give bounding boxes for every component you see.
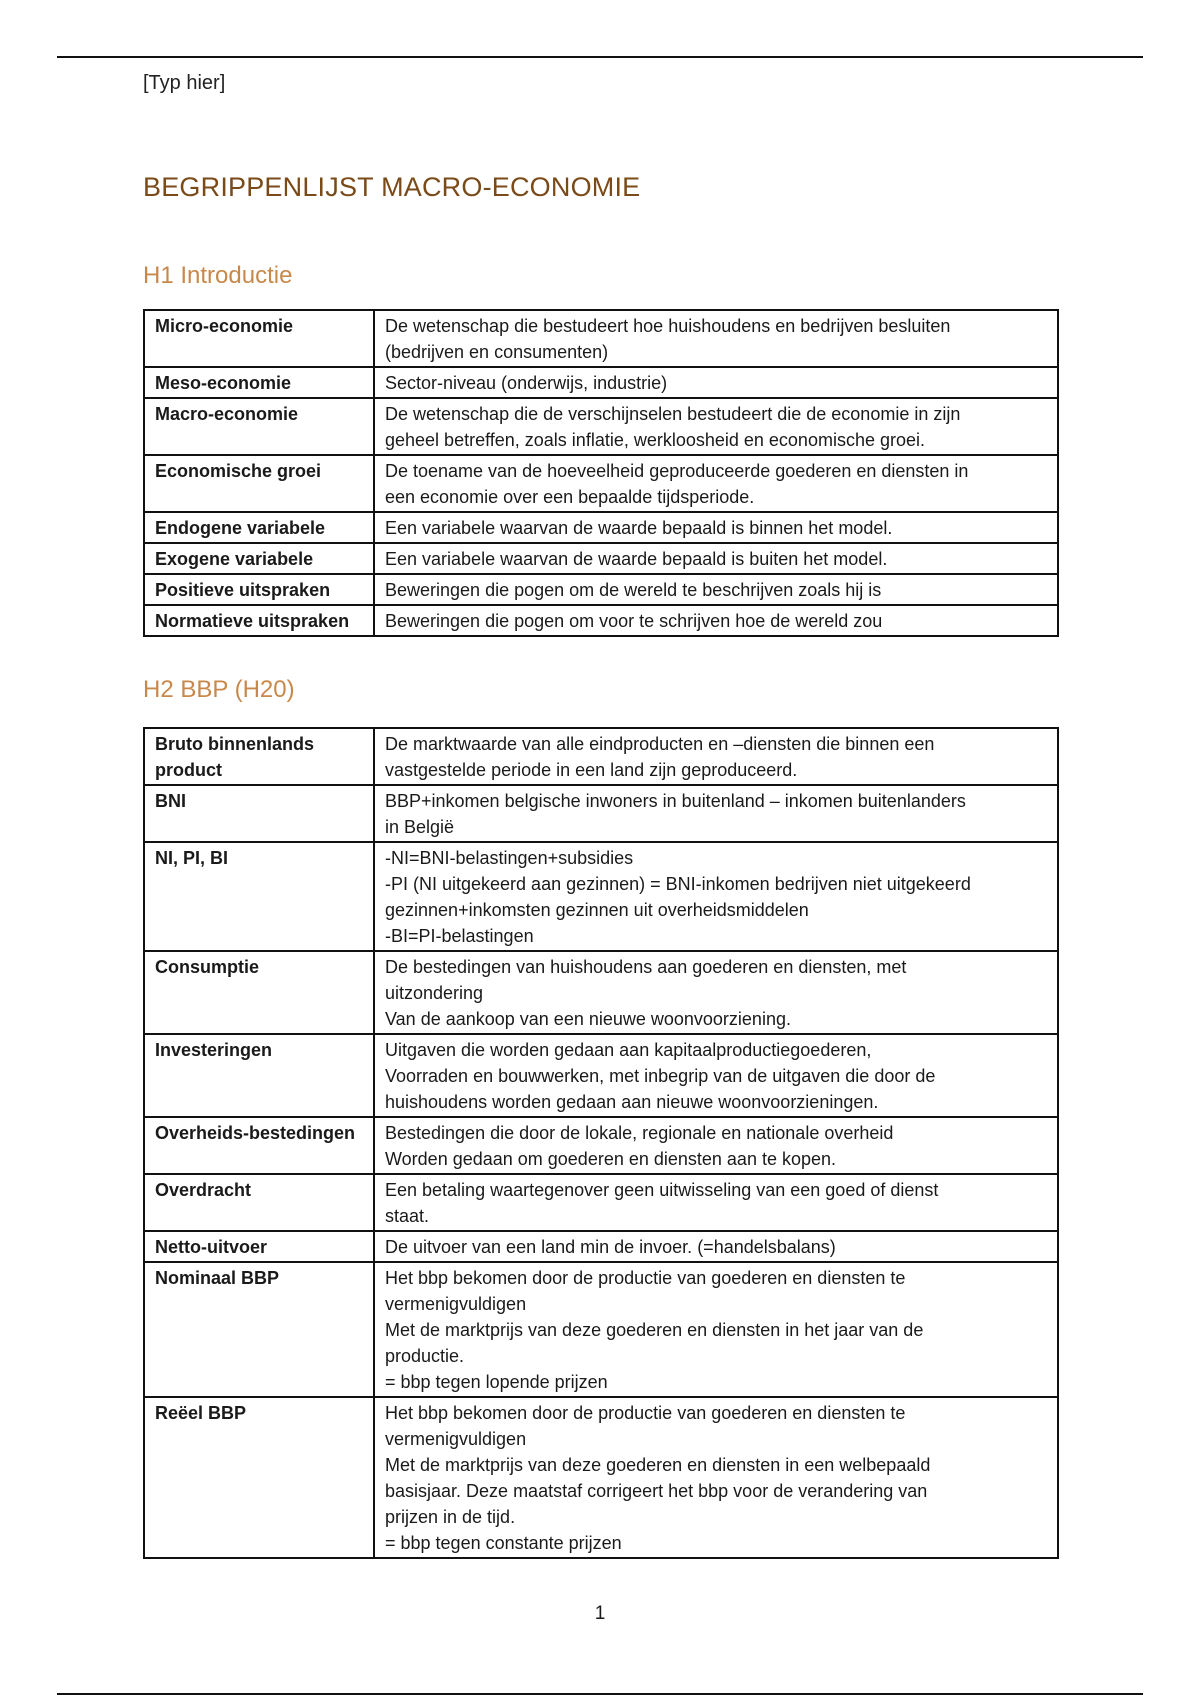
definition-cell bbox=[374, 367, 1058, 398]
term-cell: BNI bbox=[144, 785, 374, 842]
definition-line: = bbp tegen lopende prijzen bbox=[385, 1372, 608, 1392]
definition-line: De marktwaarde van alle eindproducten en –diensten die binnen een bbox=[385, 734, 935, 754]
table-row bbox=[144, 574, 1058, 605]
definition-line: -PI (NI uitgekeerd aan gezinnen) = BNI-inkomen bedrijven niet uitgekeerd bbox=[385, 874, 971, 894]
definition-line: Het bbp bekomen door de productie van goederen en diensten te bbox=[385, 1268, 906, 1288]
definition-cell bbox=[374, 512, 1058, 543]
glossary-table-h1 bbox=[143, 309, 1059, 637]
table-row bbox=[144, 367, 1058, 398]
term-cell: Overheids-bestedingen bbox=[144, 1117, 374, 1174]
definition-cell bbox=[374, 1262, 1058, 1397]
table-row bbox=[144, 1262, 1058, 1397]
table-row bbox=[144, 1034, 1058, 1117]
definition-line: basisjaar. Deze maatstaf corrigeert het bbp voor de verandering van bbox=[385, 1481, 928, 1501]
definition-cell bbox=[374, 1397, 1058, 1558]
definition-cell bbox=[374, 785, 1058, 842]
page-number: 1 bbox=[594, 1603, 606, 1624]
definition-line: Worden gedaan om goederen en diensten aan te kopen. bbox=[385, 1149, 837, 1169]
term-cell: Bruto binnenlands product bbox=[144, 728, 374, 785]
definition-line: Een variabele waarvan de waarde bepaald is binnen het model. bbox=[385, 518, 893, 538]
definition-cell bbox=[374, 842, 1058, 951]
table-row bbox=[144, 728, 1058, 785]
definition-line: staat. bbox=[385, 1206, 430, 1226]
table-row bbox=[144, 785, 1058, 842]
definition-line: uitzondering bbox=[385, 983, 484, 1003]
definition-cell bbox=[374, 951, 1058, 1034]
definition-cell bbox=[374, 1231, 1058, 1262]
definition-line: Het bbp bekomen door de productie van goederen en diensten te bbox=[385, 1403, 906, 1423]
definition-line: De toename van de hoeveelheid geproduceerde goederen en diensten in bbox=[385, 461, 969, 481]
term-cell: Overdracht bbox=[144, 1174, 374, 1231]
term-cell: NI, PI, BI bbox=[144, 842, 374, 951]
definition-line: vermenigvuldigen bbox=[385, 1429, 527, 1449]
definition-line: Een variabele waarvan de waarde bepaald is buiten het model. bbox=[385, 549, 888, 569]
term-cell: Consumptie bbox=[144, 951, 374, 1034]
definition-cell bbox=[374, 310, 1058, 367]
definition-line: gezinnen+inkomsten gezinnen uit overheidsmiddelen bbox=[385, 900, 809, 920]
definition-cell bbox=[374, 398, 1058, 455]
term-cell: Reëel BBP bbox=[144, 1397, 374, 1558]
definition-cell bbox=[374, 455, 1058, 512]
definition-line: BBP+inkomen belgische inwoners in buitenland – inkomen buitenlanders bbox=[385, 791, 966, 811]
term-cell: Netto-uitvoer bbox=[144, 1231, 374, 1262]
definition-line: Een betaling waartegenover geen uitwisseling van een goed of dienst bbox=[385, 1180, 939, 1200]
table-row bbox=[144, 1117, 1058, 1174]
definition-line: De wetenschap die bestudeert hoe huishoudens en bedrijven besluiten bbox=[385, 316, 951, 336]
definition-cell bbox=[374, 1034, 1058, 1117]
term-cell: Meso-economie bbox=[144, 367, 374, 398]
term-cell: Macro-economie bbox=[144, 398, 374, 455]
definition-line: De uitvoer van een land min de invoer. (=handelsbalans) bbox=[385, 1237, 836, 1257]
definition-cell bbox=[374, 1174, 1058, 1231]
definition-cell bbox=[374, 728, 1058, 785]
definition-line: Sector-niveau (onderwijs, industrie) bbox=[385, 373, 668, 393]
table-row bbox=[144, 1397, 1058, 1558]
term-cell: Exogene variabele bbox=[144, 543, 374, 574]
definition-line: prijzen in de tijd. bbox=[385, 1507, 516, 1527]
table-row bbox=[144, 842, 1058, 951]
definition-line: De bestedingen van huishoudens aan goederen en diensten, met bbox=[385, 957, 907, 977]
table-row bbox=[144, 512, 1058, 543]
table-row bbox=[144, 951, 1058, 1034]
table-row bbox=[144, 310, 1058, 367]
table-row bbox=[144, 543, 1058, 574]
table-row bbox=[144, 605, 1058, 636]
definition-line: geheel betreffen, zoals inflatie, werkloosheid en economische groei. bbox=[385, 430, 925, 450]
definition-line: = bbp tegen constante prijzen bbox=[385, 1533, 622, 1553]
definition-line: Met de marktprijs van deze goederen en diensten in een welbepaald bbox=[385, 1455, 931, 1475]
term-cell: Economische groei bbox=[144, 455, 374, 512]
header-placeholder[interactable]: [Typ hier] bbox=[143, 72, 226, 94]
definition-cell bbox=[374, 543, 1058, 574]
section-heading-h2: H2 BBP (H20) bbox=[143, 676, 295, 703]
definition-line: De wetenschap die de verschijnselen bestudeert die de economie in zijn bbox=[385, 404, 961, 424]
definition-line: vastgestelde periode in een land zijn geproduceerd. bbox=[385, 760, 798, 780]
definition-line: -BI=PI-belastingen bbox=[385, 926, 534, 946]
term-cell: Normatieve uitspraken bbox=[144, 605, 374, 636]
glossary-table-h2 bbox=[143, 727, 1059, 1559]
term-cell: Investeringen bbox=[144, 1034, 374, 1117]
definition-line: productie. bbox=[385, 1346, 465, 1366]
term-cell: Micro-economie bbox=[144, 310, 374, 367]
definition-line: Voorraden en bouwwerken, met inbegrip van de uitgaven die door de bbox=[385, 1066, 936, 1086]
section-heading-h1: H1 Introductie bbox=[143, 262, 293, 289]
definition-line: Beweringen die pogen om voor te schrijven hoe de wereld zou bbox=[385, 611, 883, 631]
document-title: BEGRIPPENLIJST MACRO-ECONOMIE bbox=[143, 172, 641, 202]
table-row bbox=[144, 455, 1058, 512]
footer-rule bbox=[57, 1693, 1143, 1695]
definition-line: een economie over een bepaalde tijdsperiode. bbox=[385, 487, 755, 507]
definition-cell bbox=[374, 605, 1058, 636]
table-row bbox=[144, 1174, 1058, 1231]
definition-line: Beweringen die pogen om de wereld te beschrijven zoals hij is bbox=[385, 580, 882, 600]
header-rule bbox=[57, 56, 1143, 58]
term-cell: Nominaal BBP bbox=[144, 1262, 374, 1397]
definition-cell bbox=[374, 574, 1058, 605]
definition-line: Uitgaven die worden gedaan aan kapitaalproductiegoederen, bbox=[385, 1040, 872, 1060]
definition-line: vermenigvuldigen bbox=[385, 1294, 527, 1314]
definition-line: Bestedingen die door de lokale, regionale en nationale overheid bbox=[385, 1123, 894, 1143]
term-cell: Endogene variabele bbox=[144, 512, 374, 543]
term-cell: Positieve uitspraken bbox=[144, 574, 374, 605]
definition-line: Van de aankoop van een nieuwe woonvoorziening. bbox=[385, 1009, 791, 1029]
table-row bbox=[144, 1231, 1058, 1262]
definition-line: (bedrijven en consumenten) bbox=[385, 342, 609, 362]
definition-line: -NI=BNI-belastingen+subsidies bbox=[385, 848, 634, 868]
table-row bbox=[144, 398, 1058, 455]
definition-line: Met de marktprijs van deze goederen en diensten in het jaar van de bbox=[385, 1320, 924, 1340]
definition-cell bbox=[374, 1117, 1058, 1174]
definition-line: huishoudens worden gedaan aan nieuwe woonvoorzieningen. bbox=[385, 1092, 879, 1112]
definition-line: in België bbox=[385, 817, 455, 837]
